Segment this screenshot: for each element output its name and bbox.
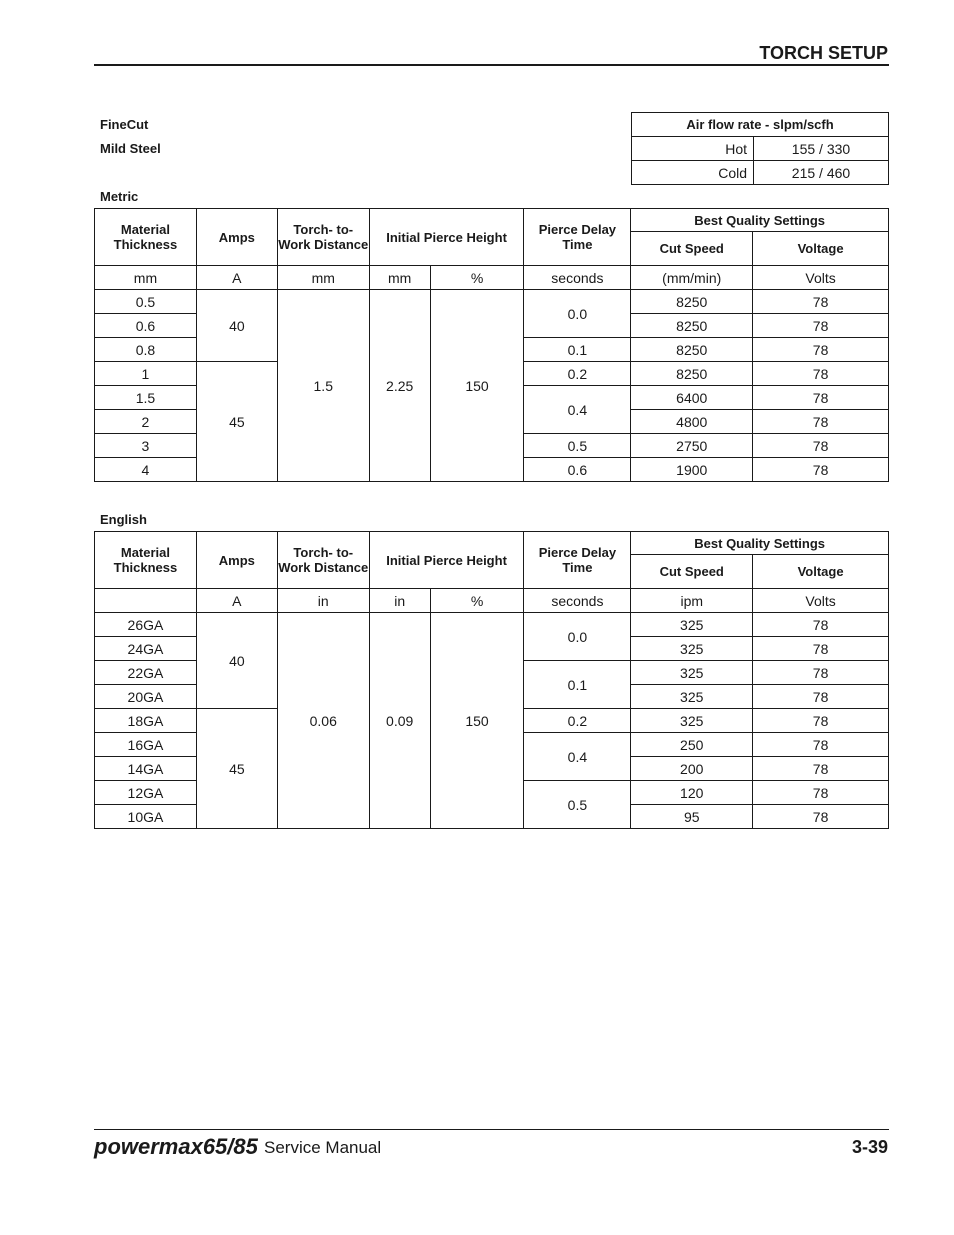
- cut-speed-cell: 1900: [631, 458, 753, 482]
- col-amps: Amps: [196, 209, 277, 266]
- pierce-pct-cell: 150: [430, 290, 524, 482]
- airflow-row: [632, 137, 889, 161]
- pierce-pct-cell: 150: [430, 613, 524, 829]
- units-row: [95, 589, 889, 613]
- units-row: [95, 266, 889, 290]
- thickness-cell: 3: [95, 434, 197, 458]
- amps-cell: 45: [196, 362, 277, 482]
- pierce-delay-cell: 0.1: [524, 338, 631, 362]
- cut-speed-cell: 2750: [631, 434, 753, 458]
- thickness-cell: 2: [95, 410, 197, 434]
- unit-cell: ipm: [631, 589, 753, 613]
- thickness-cell: 24GA: [95, 637, 197, 661]
- thickness-cell: 0.8: [95, 338, 197, 362]
- cut-speed-cell: 200: [631, 757, 753, 781]
- col-pierce-delay: Pierce Delay Time: [524, 532, 631, 589]
- pierce-height-cell: 0.09: [369, 613, 430, 829]
- unit-cell: seconds: [524, 266, 631, 290]
- cut-speed-cell: 4800: [631, 410, 753, 434]
- airflow-label: Cold: [632, 161, 754, 185]
- header-rule: [94, 64, 889, 66]
- voltage-cell: 78: [753, 314, 889, 338]
- thickness-cell: 22GA: [95, 661, 197, 685]
- table-row: [95, 613, 889, 637]
- cut-speed-cell: 325: [631, 661, 753, 685]
- amps-cell: 40: [196, 613, 277, 709]
- voltage-cell: 78: [753, 338, 889, 362]
- pierce-delay-cell: 0.0: [524, 613, 631, 661]
- voltage-cell: 78: [753, 661, 889, 685]
- pierce-delay-cell: 0.4: [524, 386, 631, 434]
- pierce-delay-cell: 0.6: [524, 458, 631, 482]
- voltage-cell: 78: [753, 362, 889, 386]
- pierce-delay-cell: 0.2: [524, 709, 631, 733]
- cut-speed-cell: 8250: [631, 362, 753, 386]
- unit-cell: A: [196, 266, 277, 290]
- airflow-table: [631, 112, 889, 185]
- col-material-thickness: Material Thickness: [95, 209, 197, 266]
- voltage-cell: 78: [753, 458, 889, 482]
- english-table: [94, 531, 889, 829]
- col-best-quality: Best Quality Settings: [631, 532, 889, 555]
- unit-cell: mm: [95, 266, 197, 290]
- unit-cell: (mm/min): [631, 266, 753, 290]
- process-label: FineCut: [100, 117, 149, 132]
- col-initial-pierce-height: Initial Pierce Height: [369, 532, 524, 589]
- voltage-cell: 78: [753, 386, 889, 410]
- col-torch-to-work: Torch- to-Work Distance: [277, 532, 369, 589]
- pierce-delay-cell: 0.5: [524, 434, 631, 458]
- thickness-cell: 20GA: [95, 685, 197, 709]
- voltage-cell: 78: [753, 613, 889, 637]
- thickness-cell: 1: [95, 362, 197, 386]
- airflow-title: Air flow rate - slpm/scfh: [632, 113, 889, 137]
- voltage-cell: 78: [753, 685, 889, 709]
- unit-cell: mm: [369, 266, 430, 290]
- cut-speed-cell: 250: [631, 733, 753, 757]
- thickness-cell: 12GA: [95, 781, 197, 805]
- voltage-cell: 78: [753, 434, 889, 458]
- col-torch-to-work: Torch- to-Work Distance: [277, 209, 369, 266]
- cut-speed-cell: 120: [631, 781, 753, 805]
- pierce-delay-cell: 0.5: [524, 781, 631, 829]
- thickness-cell: 26GA: [95, 613, 197, 637]
- unit-cell: %: [430, 266, 524, 290]
- col-initial-pierce-height: Initial Pierce Height: [369, 209, 524, 266]
- col-material-thickness: Material Thickness: [95, 532, 197, 589]
- thickness-cell: 18GA: [95, 709, 197, 733]
- thickness-cell: 0.6: [95, 314, 197, 338]
- unit-cell: seconds: [524, 589, 631, 613]
- thickness-cell: 16GA: [95, 733, 197, 757]
- col-amps: Amps: [196, 532, 277, 589]
- footer-manual-title: Service Manual: [264, 1138, 382, 1157]
- torch-to-work-cell: 1.5: [277, 290, 369, 482]
- voltage-cell: 78: [753, 757, 889, 781]
- unit-cell: in: [277, 589, 369, 613]
- material-label: Mild Steel: [100, 141, 161, 156]
- cut-speed-cell: 8250: [631, 338, 753, 362]
- cut-speed-cell: 8250: [631, 290, 753, 314]
- english-label: English: [100, 512, 147, 527]
- pierce-delay-cell: 0.1: [524, 661, 631, 709]
- torch-to-work-cell: 0.06: [277, 613, 369, 829]
- unit-cell: A: [196, 589, 277, 613]
- cut-speed-cell: 8250: [631, 314, 753, 338]
- airflow-row: [632, 161, 889, 185]
- pierce-delay-cell: 0.0: [524, 290, 631, 338]
- cut-speed-cell: 325: [631, 637, 753, 661]
- footer-rule: [94, 1129, 889, 1130]
- thickness-cell: 10GA: [95, 805, 197, 829]
- voltage-cell: 78: [753, 733, 889, 757]
- page-number: 3-39: [851, 1137, 888, 1157]
- col-cut-speed: Cut Speed: [631, 555, 753, 589]
- col-voltage: Voltage: [753, 232, 889, 266]
- brand-logo: powermax65/85: [94, 1134, 258, 1159]
- cut-speed-cell: 95: [631, 805, 753, 829]
- thickness-cell: 0.5: [95, 290, 197, 314]
- voltage-cell: 78: [753, 290, 889, 314]
- unit-cell: in: [369, 589, 430, 613]
- unit-cell: Volts: [753, 266, 889, 290]
- voltage-cell: 78: [753, 410, 889, 434]
- cut-speed-cell: 325: [631, 685, 753, 709]
- amps-cell: 45: [196, 709, 277, 829]
- amps-cell: 40: [196, 290, 277, 362]
- thickness-cell: 14GA: [95, 757, 197, 781]
- pierce-height-cell: 2.25: [369, 290, 430, 482]
- cut-speed-cell: 325: [631, 709, 753, 733]
- voltage-cell: 78: [753, 709, 889, 733]
- thickness-cell: 1.5: [95, 386, 197, 410]
- pierce-delay-cell: 0.4: [524, 733, 631, 781]
- col-pierce-delay: Pierce Delay Time: [524, 209, 631, 266]
- unit-cell: Volts: [753, 589, 889, 613]
- voltage-cell: 78: [753, 805, 889, 829]
- voltage-cell: 78: [753, 637, 889, 661]
- metric-label: Metric: [100, 189, 139, 204]
- thickness-cell: 4: [95, 458, 197, 482]
- pierce-delay-cell: 0.2: [524, 362, 631, 386]
- unit-cell: mm: [277, 266, 369, 290]
- cut-speed-cell: 6400: [631, 386, 753, 410]
- table-row: [95, 290, 889, 314]
- page-header-title: TORCH SETUP: [759, 43, 888, 63]
- unit-cell: %: [430, 589, 524, 613]
- airflow-value: 215 / 460: [754, 161, 889, 185]
- metric-table: [94, 208, 889, 482]
- airflow-value: 155 / 330: [754, 137, 889, 161]
- cut-speed-cell: 325: [631, 613, 753, 637]
- unit-cell: [95, 589, 197, 613]
- col-best-quality: Best Quality Settings: [631, 209, 889, 232]
- col-voltage: Voltage: [753, 555, 889, 589]
- airflow-label: Hot: [632, 137, 754, 161]
- col-cut-speed: Cut Speed: [631, 232, 753, 266]
- voltage-cell: 78: [753, 781, 889, 805]
